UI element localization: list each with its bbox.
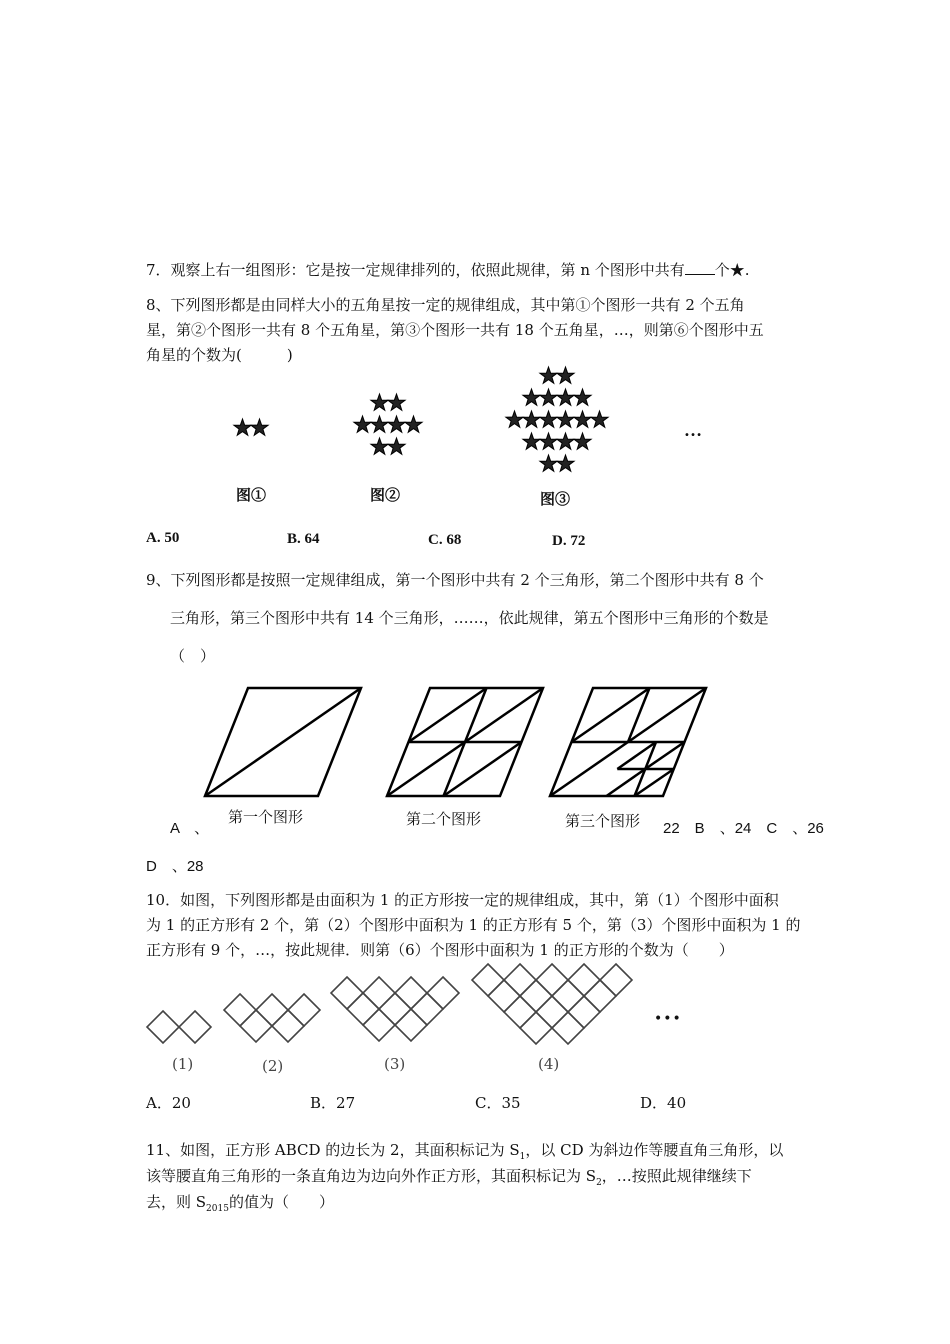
- figure-caption-1: 图①: [236, 488, 267, 504]
- unit-square: [536, 996, 568, 1028]
- unit-square: [568, 996, 600, 1028]
- unit-square: [520, 980, 552, 1012]
- unit-square: [472, 964, 504, 996]
- unit-square: [584, 980, 616, 1012]
- unit-square: [363, 977, 395, 1009]
- unit-square: [347, 993, 379, 1025]
- option-a: A 、: [170, 820, 210, 837]
- figure-caption-2: (2): [262, 1057, 284, 1075]
- unit-square: [179, 1011, 211, 1043]
- unit-square: [288, 994, 320, 1026]
- unit-square: [552, 1012, 584, 1044]
- unit-square: [488, 980, 520, 1012]
- question-8-line-1: 8、下列图形都是由同样大小的五角星按一定的规律组成，其中第①个图形一共有 2 个五角: [146, 296, 745, 314]
- option-d: D. 72: [552, 533, 586, 549]
- option-a: A. 50: [146, 530, 180, 546]
- unit-square: [331, 977, 363, 1009]
- unit-square: [240, 1010, 272, 1042]
- question-8-line-3: 角星的个数为( ): [146, 346, 293, 364]
- figure-caption-4: (4): [538, 1055, 560, 1073]
- unit-square: [568, 964, 600, 996]
- figure-caption-first: 第一个图形: [228, 809, 304, 826]
- unit-square: [520, 1012, 552, 1044]
- option-d: D 、28: [146, 858, 204, 875]
- option-d: D．40: [640, 1094, 687, 1112]
- question-10-line-1: 10．如图，下列图形都是由面积为 1 的正方形按一定的规律组成，其中，第（1）个图形中面积: [146, 891, 779, 909]
- question-11-line-2: 该等腰直角三角形的一条直角边为边向外作正方形，其面积标记为 $S_2$，…按照此规律继续下: [146, 1167, 752, 1188]
- unit-square: [600, 964, 632, 996]
- question-9-line-1: 9、下列图形都是按照一定规律组成，第一个图形中共有 2 个三角形，第二个图形中共有 8 个: [146, 571, 764, 589]
- option-a: A．20: [146, 1094, 191, 1112]
- unit-square: [256, 994, 288, 1026]
- unit-square: [552, 980, 584, 1012]
- question-10-line-2: 为 1 的正方形有 2 个，第（2）个图形中面积为 1 的正方形有 5 个，第（3）个图形中面积为 1 的: [146, 916, 801, 934]
- unit-square: [395, 977, 427, 1009]
- figure-caption-3: 图③: [540, 492, 571, 508]
- option-b: B．27: [310, 1094, 356, 1112]
- unit-square: [536, 964, 568, 996]
- unit-square: [427, 977, 459, 1009]
- figure-caption-third: 第三个图形: [565, 813, 641, 830]
- unit-square: [147, 1011, 179, 1043]
- ellipsis: …: [684, 420, 702, 440]
- option-c: C. 68: [428, 532, 462, 548]
- question-7: 7．观察上右一组图形：它是按一定规律排列的，依照此规律，第 n 个图形中共有 个★.: [146, 261, 750, 279]
- question-9-line-2: 三角形，第三个图形中共有 14 个三角形，……，依此规律，第五个图形中三角形的个数是: [170, 609, 769, 627]
- question-11-line-3: 去，则 $S_{2015}$的值为（ ）: [146, 1193, 334, 1214]
- question-10-line-3: 正方形有 9 个，…，按此规律．则第（6）个图形中面积为 1 的正方形的个数为（ ）: [146, 941, 734, 959]
- figure-caption-2: 图②: [370, 488, 401, 504]
- unit-square: [504, 964, 536, 996]
- option-c: C．35: [475, 1094, 521, 1112]
- unit-square: [411, 993, 443, 1025]
- option-b: B. 64: [287, 531, 320, 547]
- figure-caption-second: 第二个图形: [406, 811, 482, 828]
- unit-square: [395, 1009, 427, 1041]
- question-8-line-2: 星，第②个图形一共有 8 个五角星，第③个图形一共有 18 个五角星，…，则第⑥个图形中五: [146, 321, 764, 339]
- question-11-line-1: 11、如图，正方形 ABCD 的边长为 2，其面积标记为 $S_1$，以 CD 为斜边作等腰直角三角形，以: [146, 1141, 784, 1162]
- figure-caption-1: (1): [172, 1055, 194, 1073]
- unit-square: [504, 996, 536, 1028]
- question-9-line-3: （ ）: [170, 647, 216, 665]
- unit-square: [224, 994, 256, 1026]
- unit-square: [379, 993, 411, 1025]
- unit-square: [363, 1009, 395, 1041]
- figure-caption-3: (3): [384, 1055, 406, 1073]
- options-b-c: 22 B 、24 C 、26: [663, 820, 824, 837]
- unit-square: [272, 1010, 304, 1042]
- ellipsis: •••: [654, 1011, 682, 1027]
